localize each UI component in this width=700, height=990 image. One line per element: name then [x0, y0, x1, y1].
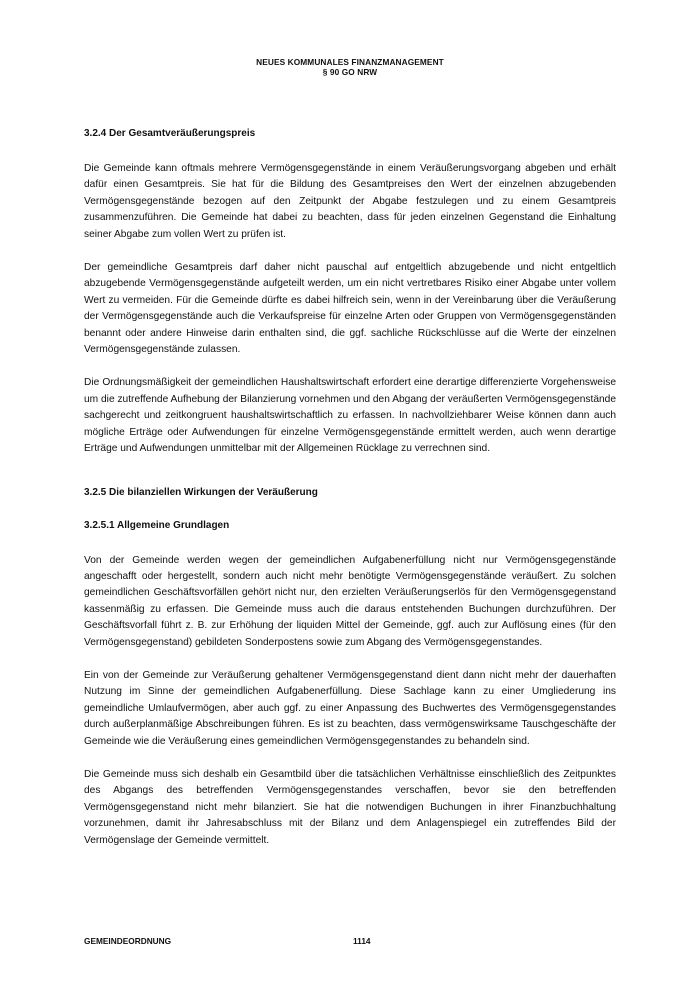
- footer-title: GEMEINDEORDNUNG: [84, 936, 172, 946]
- section-heading-3-2-5: 3.2.5 Die bilanziellen Wirkungen der Veräußerung: [84, 486, 318, 498]
- header-subtitle: § 90 GO NRW: [322, 67, 378, 77]
- page-number: 1114: [353, 936, 371, 946]
- document-body: [84, 127, 616, 849]
- paragraph: Die Ordnungsmäßigkeit der gemeindlichen Haushaltswirtschaft erfordert eine derartige differenzierte Vorgehensweise um die zutreffende Aufhebung der Bilanzierung vornehmen und den Abgang der veräußerten Vermögensgegenstände sachgerecht und zeitkongruent haushaltswirtschaftlich zu erfassen. In nachvollziehbarer Weise können dann auch mögliche Erträge oder Aufwendungen für einzelne Vermögensgegenstände ermittelt werden, auch wenn derartige Erträge und Aufwendungen unmittelbar mit der Allgemeinen Rücklage zu verrechnen sind.: [84, 377, 616, 455]
- header-title: NEUES KOMMUNALES FINANZMANAGEMENT: [256, 57, 444, 67]
- paragraph: Die Gemeinde muss sich deshalb ein Gesamtbild über die tatsächlichen Verhältnisse einschließlich des Zeitpunktes des Abgangs des betreffenden Vermögensgegenstandes verschaffen, bevor sie den betreffenden Vermögensgegenstand nicht mehr bilanziert. Sie hat die notwendigen Buchungen in ihrer Finanzbuchhaltung vorzunehmen, damit ihr Jahresabschluss mit der Bilanz und dem Anlagenspiegel ein zutreffendes Bild der Vermögenslage der Gemeinde vermittelt.: [84, 768, 616, 846]
- paragraph: Die Gemeinde kann oftmals mehrere Vermögensgegenstände in einem Veräußerungsvorgang abgeben und erhält dafür einen Gesamtpreis. Sie hat für die Bildung des Gesamtpreises den Wert der einzelnen abzugebenden Vermögensgegenstände bezogen auf den Zeitpunkt der Abgabe festzulegen und zu einem Gesamtpreis zusammenzuführen. Die Gemeinde hat dabei zu beachten, dass für jeden einzelnen Gegenstand die Einhaltung seiner Abgabe zum vollen Wert zu prüfen ist.: [84, 163, 616, 240]
- paragraph: Von der Gemeinde werden wegen der gemeindlichen Aufgabenerfüllung nicht nur Vermögensgegenstände angeschafft oder hergestellt, sondern auch nicht mehr benötigte Vermögensgegenstände veräußert. Zu solchen gemeindlichen Geschäftsvorfällen gehört nicht nur, den erzielten Veräußerungserlös für den Vermögensgegenstand kassenmäßig zu erfassen. Die Gemeinde muss auch die daraus entstehenden Buchungen durchzuführen. Der Geschäftsvorfall führt z. B. zur Erhöhung der liquiden Mittel der Gemeinde, ggf. auch zur Auflösung eines (für den Vermögensgegenstand) gebildeten Sonderpostens sowie zum Abgang des Vermögensgegenstandes.: [84, 554, 616, 648]
- page-header: [0, 57, 700, 77]
- section-heading-3-2-4: 3.2.4 Der Gesamtveräußerungspreis: [84, 128, 256, 139]
- paragraph: Ein von der Gemeinde zur Veräußerung gehaltener Vermögensgegenstand dient dann nicht mehr der dauerhaften Nutzung im Sinne der gemeindlichen Aufgabenerfüllung. Diese Sachlage kann zu einer Umgliederung ins gemeindliche Umlaufvermögen, aber auch ggf. zu einer Anpassung des Buchwertes des Vermögensgegenstandes durch außerplanmäßige Abschreibungen führen. Es ist zu beachten, dass vermögenswirksame Tauschgeschäfte der Gemeinde wie die Veräußerung eines gemeindlichen Vermögensgegenstandes zu behandeln sind.: [84, 669, 616, 747]
- page-footer: [84, 936, 616, 948]
- paragraph: Der gemeindliche Gesamtpreis darf daher nicht pauschal auf entgeltlich abzugebende und nicht entgeltlich abzugebende Vermögensgegenstände aufgeteilt werden, um ein nicht vertretbares Risiko einer Abgabe unter vollem Wert zu vermeiden. Für die Gemeinde dürfte es dabei hilfreich sein, wenn in der Vereinbarung über die Veräußerung der Vermögensgegenstände auch die Verkaufspreise für einzelne Arten oder Gruppen von Vermögensgegenständen benannt oder andere Hinweise darin enthalten sind, die ggf. sachliche Rückschlüsse auf die Werte der einzelnen Vermögensgegenstände zulassen.: [84, 262, 616, 356]
- section-heading-3-2-5-1: 3.2.5.1 Allgemeine Grundlagen: [84, 519, 230, 531]
